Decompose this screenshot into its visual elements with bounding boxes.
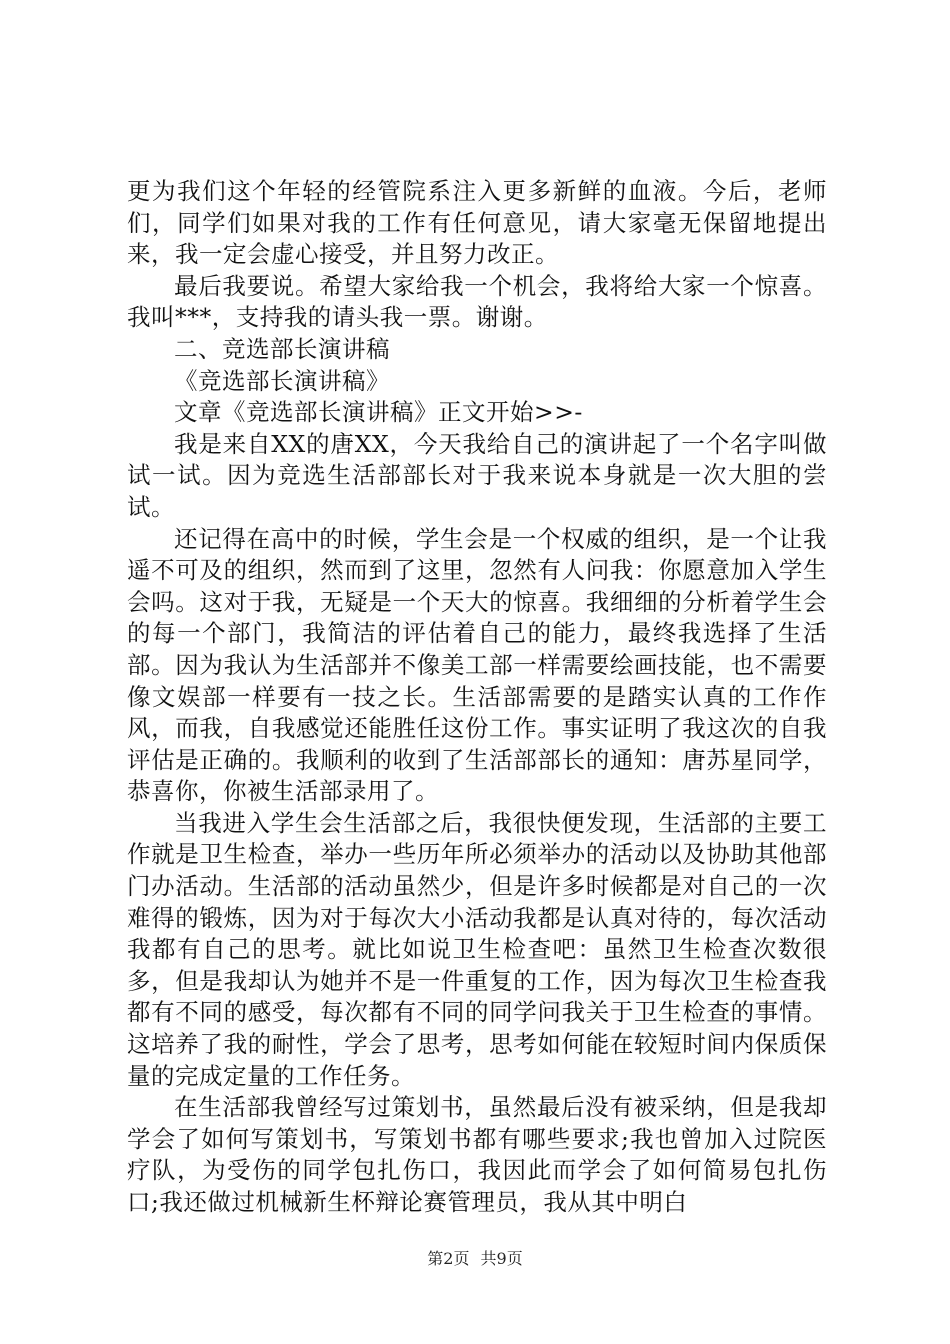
paragraph-2: 最后我要说。希望大家给我一个机会，我将给大家一个惊喜。我叫***，支持我的请头我一票。谢谢。 [127, 271, 827, 332]
page-footer [0, 1246, 950, 1269]
document-body [127, 176, 827, 1219]
paragraph-6: 我是来自XX的唐XX，今天我给自己的演讲起了一个名字叫做试一试。因为竞选生活部部长对于我来说本身就是一次大胆的尝试。 [127, 429, 827, 521]
page-number: 第2页 [427, 1249, 470, 1268]
article-start-note: 文章《竞选部长演讲稿》正文开始>>- [174, 398, 583, 427]
total-pages: 共9页 [480, 1249, 523, 1268]
section-heading: 二、竞选部长演讲稿 [174, 334, 390, 363]
paragraph-8: 当我进入学生会生活部之后，我很快便发现，生活部的主要工作就是卫生检查，举办一些历年所必须举办的活动以及协助其他部门办活动。生活部的活动虽然少，但是许多时候都是对自己的一次难得的锻炼，因为对于每次大小活动我都是认真对待的，每次活动我都有自己的思考。就比如说卫生检查吧：虽然卫生检查次数很多，但是我却认为她并不是一件重复的工作，因为每次卫生检查我都有不同的感受，每次都有不同的同学问我关于卫生检查的事情。这培养了我的耐性，学会了思考，思考如何能在较短时间内保质保量的完成定量的工作任务。 [127, 808, 827, 1090]
paragraph-7: 还记得在高中的时候，学生会是一个权威的组织，是一个让我遥不可及的组织，然而到了这里，忽然有人问我：你愿意加入学生会吗。这对于我，无疑是一个天大的惊喜。我细细的分析着学生会的每一个部门，我简洁的评估着自己的能力，最终我选择了生活部。因为我认为生活部并不像美工部一样需要绘画技能，也不需要像文娱部一样要有一技之长。生活部需要的是踏实认真的工作作风，而我，自我感觉还能胜任这份工作。事实证明了我这次的自我评估是正确的。我顺利的收到了生活部部长的通知：唐苏星同学，恭喜你，你被生活部录用了。 [127, 524, 827, 806]
paragraph-1: 更为我们这个年轻的经管院系注入更多新鲜的血液。今后，老师们，同学们如果对我的工作有任何意见，请大家毫无保留地提出来，我一定会虚心接受，并且努力改正。 [127, 177, 827, 269]
paragraph-9: 在生活部我曾经写过策划书，虽然最后没有被采纳，但是我却学会了如何写策划书，写策划书都有哪些要求;我也曾加入过院医疗队，为受伤的同学包扎伤口，我因此而学会了如何简易包扎伤口;我还做过机械新生杯辩论赛管理员，我从其中明白 [127, 1093, 827, 1216]
article-title: 《竞选部长演讲稿》 [174, 366, 390, 395]
